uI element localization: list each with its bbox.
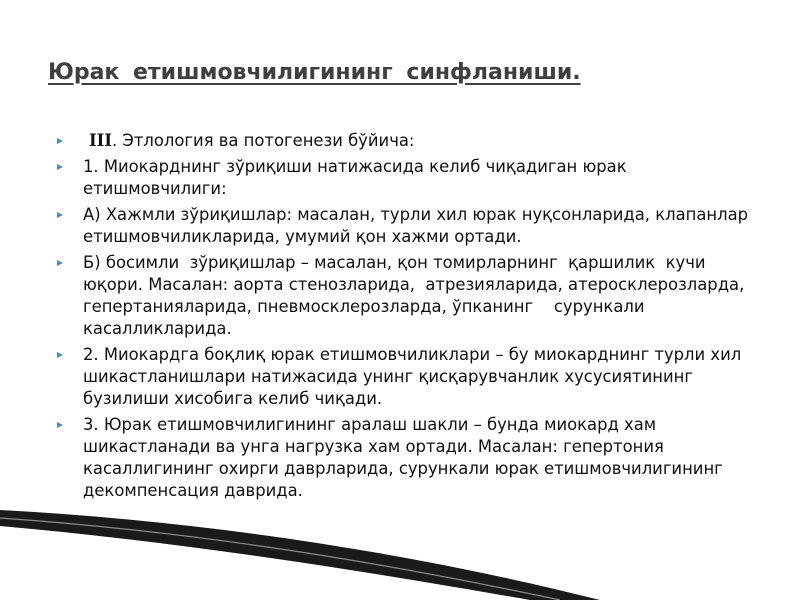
bullet-arrow-icon bbox=[57, 164, 63, 170]
bullet-arrow-icon bbox=[57, 352, 63, 358]
bullet-text: . Этлология ва потогенези бўйича: bbox=[112, 131, 415, 150]
bullet-item bbox=[57, 156, 757, 200]
bullet-text: Б) босимли зўриқишлар – масалан, қон томирларнинг қаршилик кучи юқори. Масалан: аорта стенозларида, атрезияларида, атеросклерозларда, гепертанияларида, пневмосклерозларда, ўпканинг сурункали касалликларида. bbox=[83, 253, 750, 338]
bullet-text: А) Хажмли зўриқишлар: масалан, турли хил юрак нуқсонларида, клапанлар етишмовчиликларида, умумий қон хажми ортади. bbox=[83, 205, 749, 246]
bullet-text: 2. Миокардга боқлиқ юрак етишмовчиликлари – бу миокарднинг турли хил шикастланишлари натижасида унинг қисқарувчанлик хусусиятининг бузилиши хисобига келиб чиқади. bbox=[83, 345, 742, 408]
bullet-text: 3. Юрак етишмовчилигининг аралаш шакли – бунда миокард хам шикастланади ва унга нагрузка хам ортади. Масалан: гепертония касаллигининг охирги даврларида, сурункали юрак етишмовчилигининг декомпенсация даврида. bbox=[83, 415, 723, 500]
bullet-item bbox=[57, 252, 757, 340]
bullet-arrow-icon bbox=[57, 422, 63, 428]
swoosh-shape bbox=[0, 510, 600, 600]
bullet-item bbox=[57, 344, 757, 410]
bullet-arrow-icon bbox=[57, 260, 63, 266]
slide-title: Юрак етишмовчилигининг синфланиши. bbox=[48, 60, 581, 85]
bullet-arrow-icon bbox=[57, 138, 63, 144]
roman-numeral: III bbox=[89, 131, 113, 150]
bullet-text: 1. Миокарднинг зўриқиши натижасида келиб чиқадиган юрак етишмовчилиги: bbox=[83, 157, 627, 198]
bullet-list bbox=[57, 130, 757, 506]
bullet-item bbox=[57, 204, 757, 248]
bullet-arrow-icon bbox=[57, 212, 63, 218]
bullet-item bbox=[57, 414, 757, 502]
bullet-item bbox=[57, 130, 757, 152]
